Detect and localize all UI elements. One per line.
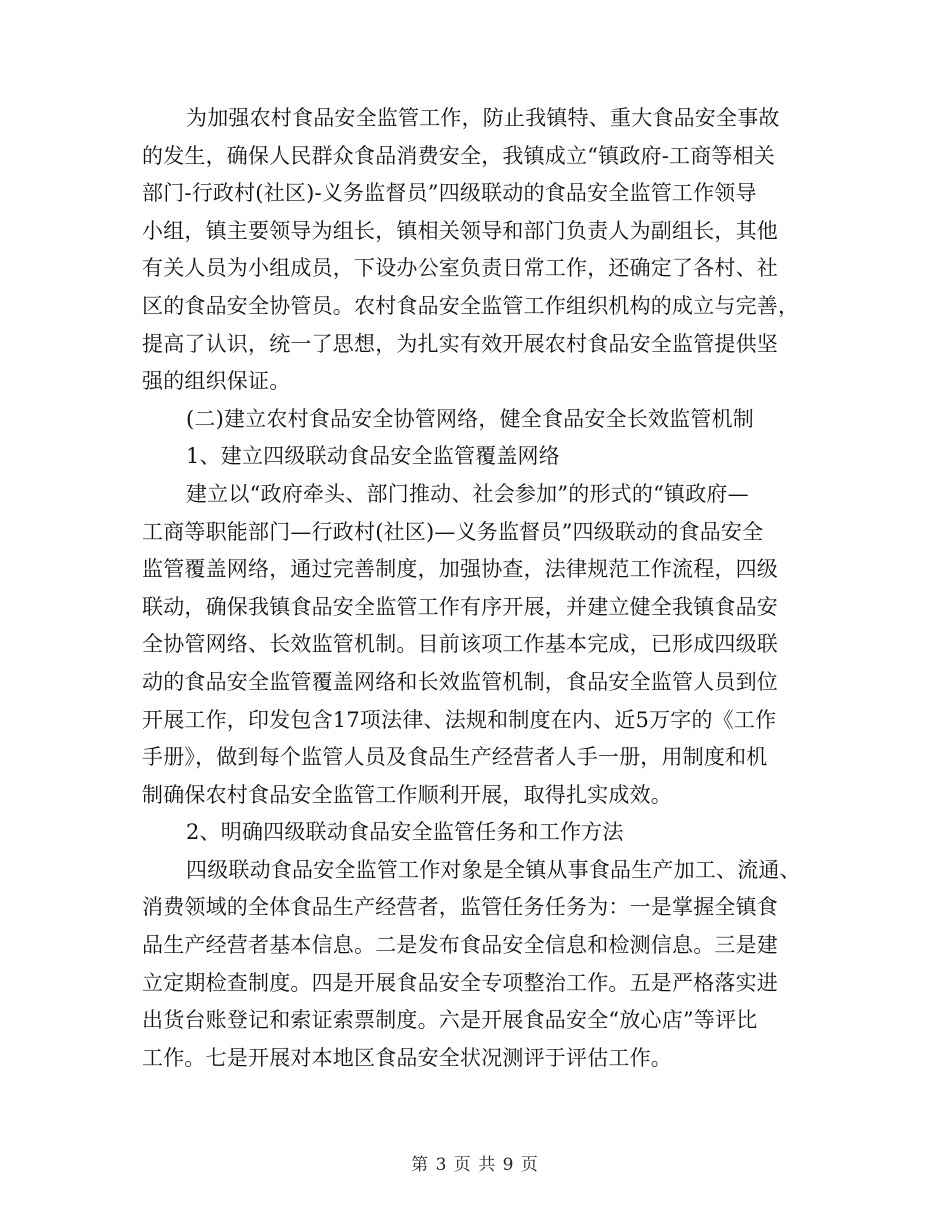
text-line: 强的组织保证。 (142, 369, 291, 394)
text-line: 的发生，确保人民群众食品消费安全，我镇成立“镇政府-工商等相关 (142, 143, 776, 168)
text-line: 立定期检查制度。四是开展食品安全专项整治工作。五是严格落实进 (142, 970, 778, 995)
text-line: 监管覆盖网络，通过完善制度，加强协查，法律规范工作流程，四级 (142, 557, 778, 582)
text-line: 联动，确保我镇食品安全监管工作有序开展，并建立健全我镇食品安 (142, 594, 778, 619)
text-line: 为加强农村食品安全监管工作，防止我镇特、重大食品安全事故 (186, 106, 780, 130)
paragraph-organization (142, 100, 822, 401)
subsection-heading: 1、建立四级联动食品安全监管覆盖网络 (186, 444, 560, 469)
text-line: 区的食品安全协管员。农村食品安全监管工作组织机构的成立与完善， (142, 293, 800, 318)
document-body (142, 100, 822, 1077)
text-line: 工作。七是开展对本地区食品安全状况测评于评估工作。 (142, 1045, 672, 1070)
text-line: 消费领域的全体食品生产经营者，监管任务任务为：一是掌握全镇食 (142, 895, 778, 920)
section-heading: (二)建立农村食品安全协管网络，健全食品安全长效监管机制 (186, 406, 754, 431)
subsection-heading: 2、明确四级联动食品安全监管任务和工作方法 (186, 820, 624, 845)
text-line: 全协管网络、长效监管机制。目前该项工作基本完成，已形成四级联 (142, 632, 778, 657)
text-line: 动的食品安全监管覆盖网络和长效监管机制，食品安全监管人员到位 (142, 669, 778, 694)
text-line: 小组，镇主要领导为组长，镇相关领导和部门负责人为副组长，其他 (142, 218, 778, 243)
text-line: 部门-行政村(社区)-义务监督员”四级联动的食品安全监管工作领导 (142, 181, 757, 206)
text-line: 四级联动食品安全监管工作对象是全镇从事食品生产加工、流通、 (186, 857, 801, 882)
text-line: 提高了认识，统一了思想，为扎实有效开展农村食品安全监管提供坚 (142, 331, 778, 356)
paragraph-network (142, 476, 822, 814)
paragraph-tasks (142, 852, 822, 1078)
text-line: 开展工作，印发包含17项法律、法规和制度在内、近5万字的《工作 (142, 707, 777, 732)
text-line: 建立以“政府牵头、部门推动、社会参加”的形式的“镇政府— (186, 481, 749, 506)
text-line: 工商等职能部门—行政村(社区)—义务监督员”四级联动的食品安全 (142, 519, 764, 544)
text-line: 出货台账登记和索证索票制度。六是开展食品安全“放心店”等评比 (142, 1008, 758, 1033)
text-line: 有关人员为小组成员，下设办公室负责日常工作，还确定了各村、社 (142, 256, 778, 281)
text-line: 手册》，做到每个监管人员及食品生产经营者人手一册，用制度和机 (142, 745, 768, 770)
text-line: 制确保农村食品安全监管工作顺利开展，取得扎实成效。 (142, 782, 672, 807)
page-number-footer: 第 3 页 共 9 页 (411, 1155, 539, 1175)
text-line: 品生产经营者基本信息。二是发布食品安全信息和检测信息。三是建 (142, 933, 778, 958)
